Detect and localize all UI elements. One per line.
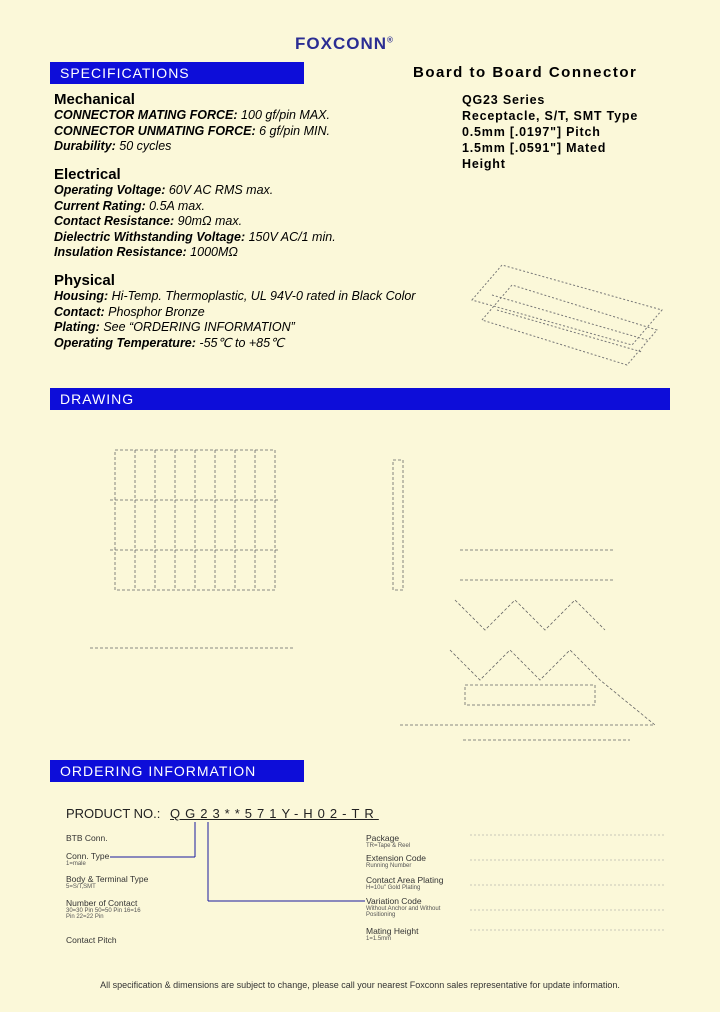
operating-temperature: Operating Temperature: -55℃ to +85℃ xyxy=(54,335,285,350)
product-title: Board to Board Connector xyxy=(413,64,638,81)
dielectric-voltage: Dielectric Withstanding Voltage: 150V AC/1 min. xyxy=(54,229,336,244)
left-label-3: Number of Contact 30=30 Pin 50=50 Pin 16=16 Pin 22=22 Pin xyxy=(66,898,141,920)
pitch: 0.5mm [.0197"] Pitch xyxy=(462,125,601,139)
foxconn-logo: FOXCONN® xyxy=(295,34,394,53)
contact-material: Contact: Phosphor Bronze xyxy=(54,304,205,319)
footer-note: All specification & dimensions are subject to change, please call your nearest Foxconn sales representative for update information. xyxy=(100,980,620,990)
physical-heading: Physical xyxy=(54,272,115,289)
ordering-table xyxy=(465,825,670,940)
mated-height-cont: Height xyxy=(462,157,506,171)
unmating-force: CONNECTOR UNMATING FORCE: 6 gf/pin MIN. xyxy=(54,123,330,138)
mating-force: CONNECTOR MATING FORCE: 100 gf/pin MAX. xyxy=(54,108,330,122)
right-label-3: Variation Code Without Anchor and Without Positioning xyxy=(366,896,441,918)
series-name: QG23 Series xyxy=(462,93,546,107)
mated-height: 1.5mm [.0591"] Mated xyxy=(462,141,607,155)
operating-voltage: Operating Voltage: 60V AC RMS max. xyxy=(54,183,274,197)
ordering-heading: ORDERING INFORMATION xyxy=(50,760,304,782)
contact-resistance: Contact Resistance: 90mΩ max. xyxy=(54,214,243,228)
right-label-0: Package TR=Tape & Reel xyxy=(366,833,411,849)
drawing-heading: DRAWING xyxy=(50,388,670,410)
mechanical-heading: Mechanical xyxy=(54,91,135,108)
electrical-heading: Electrical xyxy=(54,166,121,183)
right-label-4: Mating Height 1=1.5mm xyxy=(366,926,419,942)
durability: Durability: 50 cycles xyxy=(54,139,172,153)
left-label-1: Conn. Type 1=male xyxy=(66,851,110,867)
right-label-1: Extension Code Running Number xyxy=(366,853,427,869)
product-code: QG23**571Y-H02-TR xyxy=(170,806,379,821)
current-rating: Current Rating: 0.5A max. xyxy=(54,198,205,213)
left-label-2: Body & Terminal Type 5=S/T,SMT xyxy=(66,874,149,890)
plating: Plating: See “ORDERING INFORMATION” xyxy=(54,320,295,334)
left-label-0: BTB Conn. xyxy=(66,833,108,843)
connector-type: Receptacle, S/T, SMT Type xyxy=(462,109,639,123)
specifications-heading: SPECIFICATIONS xyxy=(50,62,304,84)
housing: Housing: Hi-Temp. Thermoplastic, UL 94V-0 rated in Black Color xyxy=(54,289,416,303)
right-label-2: Contact Area Plating H=10u" Gold Plating xyxy=(366,875,444,891)
insulation-resistance: Insulation Resistance: 1000MΩ xyxy=(54,245,238,259)
product-no-label: PRODUCT NO.: xyxy=(66,806,161,821)
left-label-4: Contact Pitch xyxy=(66,935,117,945)
